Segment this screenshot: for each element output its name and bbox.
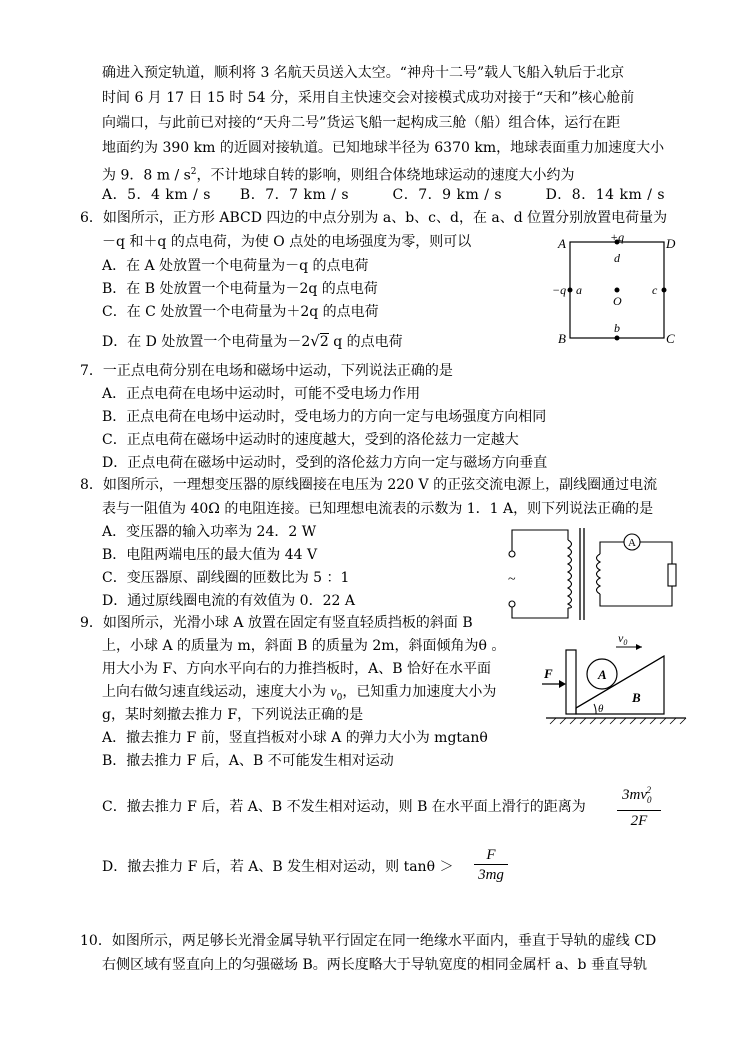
incline-block-b: [576, 656, 664, 714]
label-force: F: [544, 666, 553, 681]
q10-stem-2: 右侧区域有竖直向上的匀强磁场 B。两长度略大于导轨宽度的相同金属杆 a、b 垂直导轨: [102, 957, 647, 973]
q6-stem-2: －q 和＋q 的点电荷，为使 O 点处的电场强度为零，则可以: [102, 234, 472, 250]
label-corner-a: A: [558, 236, 566, 251]
q9-option-d-fraction: $\frac{F}{3mg}$: [474, 846, 508, 885]
q8-stem-2: 表与一阻值为 40Ω 的电阻连接。已知理想电流表的示数为 1．1 A，则下列说法正确的是: [102, 501, 654, 517]
q8-option-b: B．电阻两端电压的最大值为 44 V: [102, 547, 318, 563]
q5-line-4: 地面约为 390 km 的近圆对接轨道。已知地球半径为 6370 km，地球表面重力加速度大小: [102, 140, 665, 156]
label-corner-b: B: [558, 331, 566, 346]
q8-option-c: C．变压器原、副线圈的匝数比为 5 ：1: [102, 570, 350, 586]
label-block-b: B: [632, 690, 641, 705]
q8-option-d: D．通过原线圈电流的有效值为 0．22 A: [102, 593, 355, 609]
resistor: [668, 564, 676, 586]
q9-stem-5: g，某时刻撤去推力 F，下列说法正确的是: [102, 707, 364, 723]
q5-line-2: 时间 6 月 17 日 15 时 54 分，采用自主快速交会对接模式成功对接于“天和”核心舱前: [102, 90, 635, 106]
ground-hatching: [550, 718, 686, 724]
label-midpoint-d: d: [614, 251, 620, 265]
q7-option-d: D．正点电荷在磁场中运动时，受到的洛伦兹力方向一定与磁场方向垂直: [102, 455, 548, 471]
secondary-coil: [597, 554, 601, 594]
label-angle-theta: θ: [598, 703, 604, 715]
midpoint-b: [615, 336, 620, 341]
label-midpoint-b: b: [614, 321, 620, 335]
q7-option-b: B．正点电荷在电场中运动时，受电场力的方向一定与电场强度方向相同: [102, 409, 547, 425]
label-plus-q: +q: [610, 232, 625, 244]
q8-option-a: A．变压器的输入功率为 24．2 W: [102, 524, 317, 540]
q9-option-d: D．撤去推力 F 后，若 A、B 发生相对运动，则 tanθ ＞: [102, 859, 454, 875]
q6-option-a: A．在 A 处放置一个电荷量为－q 的点电荷: [102, 258, 369, 274]
center-point-o: [615, 288, 620, 293]
q9-option-c: C．撤去推力 F 后，若 A、B 不发生相对运动，则 B 在水平面上滑行的距离为: [102, 799, 586, 815]
terminal-bottom: [509, 601, 515, 607]
label-ball-a: A: [598, 667, 607, 682]
q6-stem-1: 6．如图所示，正方形 ABCD 四边的中点分别为 a、b、c、d，在 a、d 位置分别放置电荷量为: [80, 210, 668, 226]
transformer-figure: [500, 522, 690, 622]
q9-stem-3: 用大小为 F、方向水平向右的力推挡板时，A、B 恰好在水平面: [102, 661, 492, 677]
q5-options: A．5．4 km / s B．7．7 km / s C．7．9 km / s D．8．14 km / s: [102, 187, 666, 203]
q9-option-b: B．撤去推力 F 后，A、B 不可能发生相对运动: [102, 753, 394, 769]
q10-stem-1: 10．如图所示，两足够长光滑金属导轨平行固定在同一绝缘水平面内，垂直于导轨的虚线 CD: [80, 933, 657, 949]
primary-coil: [568, 540, 572, 608]
terminal-top: [509, 551, 515, 557]
q9-stem-1: 9．如图所示，光滑小球 A 放置在固定有竖直轻质挡板的斜面 B: [80, 615, 473, 631]
q7-stem: 7．一正点电荷分别在电场和磁场中运动，下列说法正确的是: [80, 363, 453, 379]
label-minus-q: −q: [552, 283, 567, 297]
ac-source-symbol: ~: [508, 572, 516, 587]
q9-option-a: A．撤去推力 F 前，竖直挡板对小球 A 的弹力大小为 mgtanθ: [102, 730, 488, 746]
label-corner-c: C: [666, 331, 675, 346]
square-charge-figure: [552, 232, 682, 347]
label-center-o: O: [613, 294, 622, 308]
q7-option-c: C．正点电荷在磁场中运动时的速度越大，受到的洛伦兹力一定越大: [102, 432, 519, 448]
q9-stem-4: 上向右做匀速直线运动，速度大小为 $v_0$，已知重力加速度大小为: [102, 684, 497, 703]
q5-line-1: 确进入预定轨道，顺利将 3 名航天员送入太空。“神舟十二号”载人飞船入轨后于北京: [102, 65, 625, 81]
q6-option-c: C．在 C 处放置一个电荷量为＋2q 的点电荷: [102, 304, 379, 320]
q8-stem-1: 8．如图所示，一理想变压器的原线圈接在电压为 220 V 的正弦交流电源上，副线圈通过电流: [80, 477, 658, 493]
label-midpoint-c: c: [652, 283, 658, 297]
q5-line-5: 为 9．8 m / $s^2$，不计地球自转的影响，则组合体绕地球运动的速度大小约为: [102, 167, 575, 184]
midpoint-c: [662, 288, 667, 293]
q9-option-c-fraction: $\frac{3mv_0^2}{2F}$: [617, 780, 661, 831]
q6-option-d: D．在 D 处放置一个电荷量为－2√2 q 的点电荷: [102, 332, 403, 350]
q6-option-b: B．在 B 处放置一个电荷量为－2q 的点电荷: [102, 281, 378, 297]
q5-line-3: 向端口，与此前已对接的“天舟二号”货运飞船一起构成三舱（船）组合体，运行在距: [102, 115, 621, 131]
incline-figure: [540, 628, 690, 728]
q9-stem-2: 上，小球 A 的质量为 m，斜面 B 的质量为 2m，斜面倾角为θ 。: [102, 638, 506, 654]
ammeter-label: A: [628, 537, 636, 549]
charge-point-a: [568, 288, 573, 293]
label-midpoint-a: a: [576, 283, 582, 297]
label-velocity: $v_0$: [618, 631, 628, 647]
label-corner-d: D: [666, 236, 676, 251]
vertical-board: [566, 650, 576, 714]
q7-option-a: A．正点电荷在电场中运动时，可能不受电场力作用: [102, 386, 421, 402]
